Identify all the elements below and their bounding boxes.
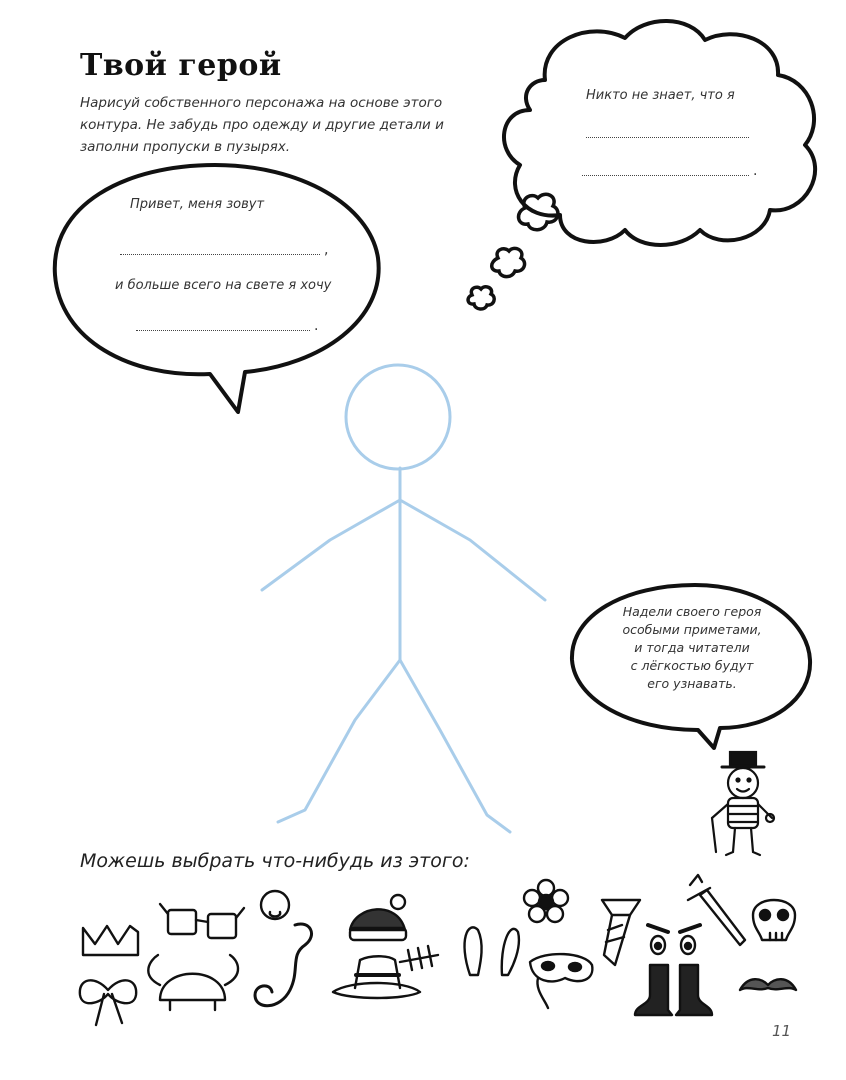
mustache-icon: [740, 979, 796, 990]
flower-icon: [524, 880, 568, 922]
viking-helmet-icon: [148, 955, 238, 1010]
accessories: [80, 875, 796, 1025]
bunny-ears-icon: [465, 927, 519, 975]
tip-line: его узнавать.: [647, 676, 737, 691]
tip-line: особыми приметами,: [622, 622, 762, 637]
mask-icon: [530, 954, 592, 1008]
page-title: Твой герой: [80, 48, 282, 83]
secret-blank-1[interactable]: [586, 135, 749, 138]
sword-icon: [688, 875, 745, 945]
page-number: 11: [772, 1022, 792, 1040]
hat-boy-illustration: [712, 752, 774, 855]
tip-text: [580, 603, 804, 693]
speech-line-2: и больше всего на свете я хочу: [115, 278, 332, 293]
thought-line-1: Никто не знает, что я: [586, 88, 735, 103]
glasses-icon: [160, 904, 244, 938]
thought-puffs: [468, 194, 558, 309]
tip-line: с лёгкостью будут: [630, 658, 754, 673]
skull-icon: [753, 900, 795, 940]
tie-icon: [602, 900, 640, 965]
choose-label: Можешь выбрать что-нибудь из этого:: [80, 850, 470, 872]
crown-icon: [83, 926, 138, 955]
tip-line: и тогда читатели: [634, 640, 750, 655]
snake-icon: [255, 924, 312, 1006]
thought-cloud-outline: [504, 21, 815, 245]
beanie-hat-icon: [350, 895, 406, 940]
eyebrows-eyes-icon: [648, 925, 700, 954]
boots-icon: [635, 965, 712, 1015]
stick-figure: [262, 365, 545, 832]
name-blank[interactable]: [120, 252, 320, 255]
fedora-hat-icon: [333, 956, 420, 998]
intro-text: Нарисуй собственного персонажа на основе этого контура. Не забудь про одежду и другие детали и заполни пропуски в пузырях.: [80, 95, 444, 155]
necklace-icon: [261, 891, 289, 919]
wish-blank[interactable]: [136, 328, 310, 331]
secret-blank-2[interactable]: [582, 173, 749, 176]
scar-icon: [400, 946, 438, 970]
tip-line: Надели своего героя: [622, 604, 762, 619]
speech-line-1: Привет, меня зовут: [130, 197, 265, 212]
bow-icon: [80, 980, 136, 1025]
